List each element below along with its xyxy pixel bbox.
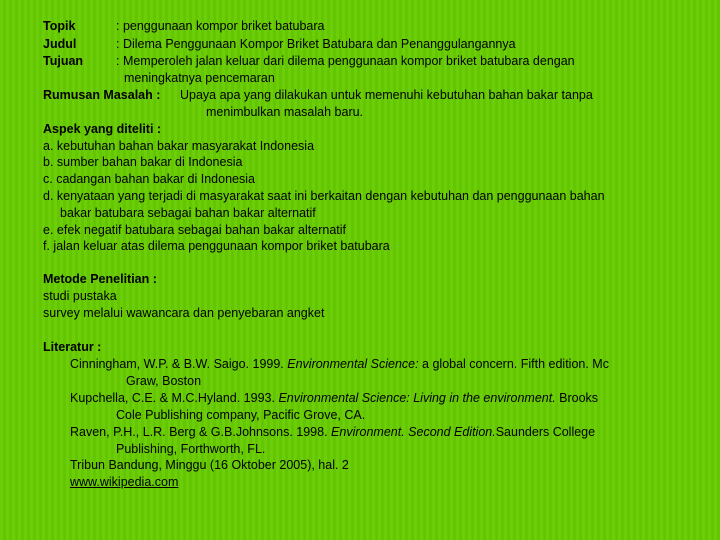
rumusan-label: Rumusan Masalah :	[43, 88, 161, 102]
aspek-item: d. kenyataan yang terjadi di masyarakat saat ini berkaitan dengan kebutuhan dan penggunaan bahan	[43, 189, 605, 203]
literatur-heading: Literatur :	[43, 340, 102, 354]
tujuan-value-line1: : Memperoleh jalan keluar dari dilema penggunaan kompor briket batubara dengan	[116, 54, 575, 68]
reference-continuation: Publishing, Forthworth, FL.	[116, 442, 266, 456]
aspek-heading: Aspek yang diteliti :	[43, 122, 162, 136]
aspek-item: f. jalan keluar atas dilema penggunaan kompor briket batubara	[43, 239, 390, 253]
aspek-item: b. sumber bahan bakar di Indonesia	[43, 155, 243, 169]
reference-entry	[70, 424, 595, 441]
ref-text: Cinningham, W.P. & B.W. Saigo. 1999.	[70, 357, 288, 371]
metode-heading: Metode Penelitian :	[43, 272, 157, 286]
reference-continuation: Graw, Boston	[126, 374, 202, 388]
judul-label: Judul	[43, 37, 77, 51]
ref-text: a global concern. Fifth edition. Mc	[418, 357, 609, 371]
ref-text: Saunders College	[495, 425, 596, 439]
metode-item: studi pustaka	[43, 289, 117, 303]
aspek-item: c. cadangan bahan bakar di Indonesia	[43, 172, 255, 186]
ref-text: Brooks	[555, 391, 599, 405]
ref-title: Environmental Science:	[287, 357, 419, 371]
topik-value: : penggunaan kompor briket batubara	[116, 19, 325, 33]
metode-item: survey melalui wawancara dan penyebaran angket	[43, 306, 325, 320]
ref-text: Kupchella, C.E. & M.C.Hyland. 1993.	[70, 391, 279, 405]
aspek-item-continuation: bakar batubara sebagai bahan bakar alternatif	[60, 206, 316, 220]
reference-continuation: Cole Publishing company, Pacific Grove, CA.	[116, 408, 366, 422]
judul-value: : Dilema Penggunaan Kompor Briket Batubara dan Penanggulangannya	[116, 37, 516, 51]
reference-entry	[70, 356, 609, 373]
tujuan-label: Tujuan	[43, 54, 84, 68]
aspek-item: a. kebutuhan bahan bakar masyarakat Indonesia	[43, 139, 315, 153]
wikipedia-link[interactable]: www.wikipedia.com	[70, 475, 179, 489]
reference-entry: Tribun Bandung, Minggu (16 Oktober 2005), hal. 2	[70, 458, 349, 472]
tujuan-value-line2: meningkatnya pencemaran	[124, 71, 275, 85]
reference-entry	[70, 390, 598, 407]
ref-title: Environment. Second Edition.	[331, 425, 496, 439]
topik-label: Topik	[43, 19, 76, 33]
ref-text: Raven, P.H., L.R. Berg & G.B.Johnsons. 1998.	[70, 425, 332, 439]
rumusan-value-line1: Upaya apa yang dilakukan untuk memenuhi kebutuhan bahan bakar tanpa	[180, 88, 593, 102]
reference-entry	[70, 474, 178, 491]
rumusan-value-line2: menimbulkan masalah baru.	[206, 105, 364, 119]
ref-title: Environmental Science: Living in the environment.	[278, 391, 556, 405]
aspek-item: e. efek negatif batubara sebagai bahan bakar alternatif	[43, 223, 346, 237]
